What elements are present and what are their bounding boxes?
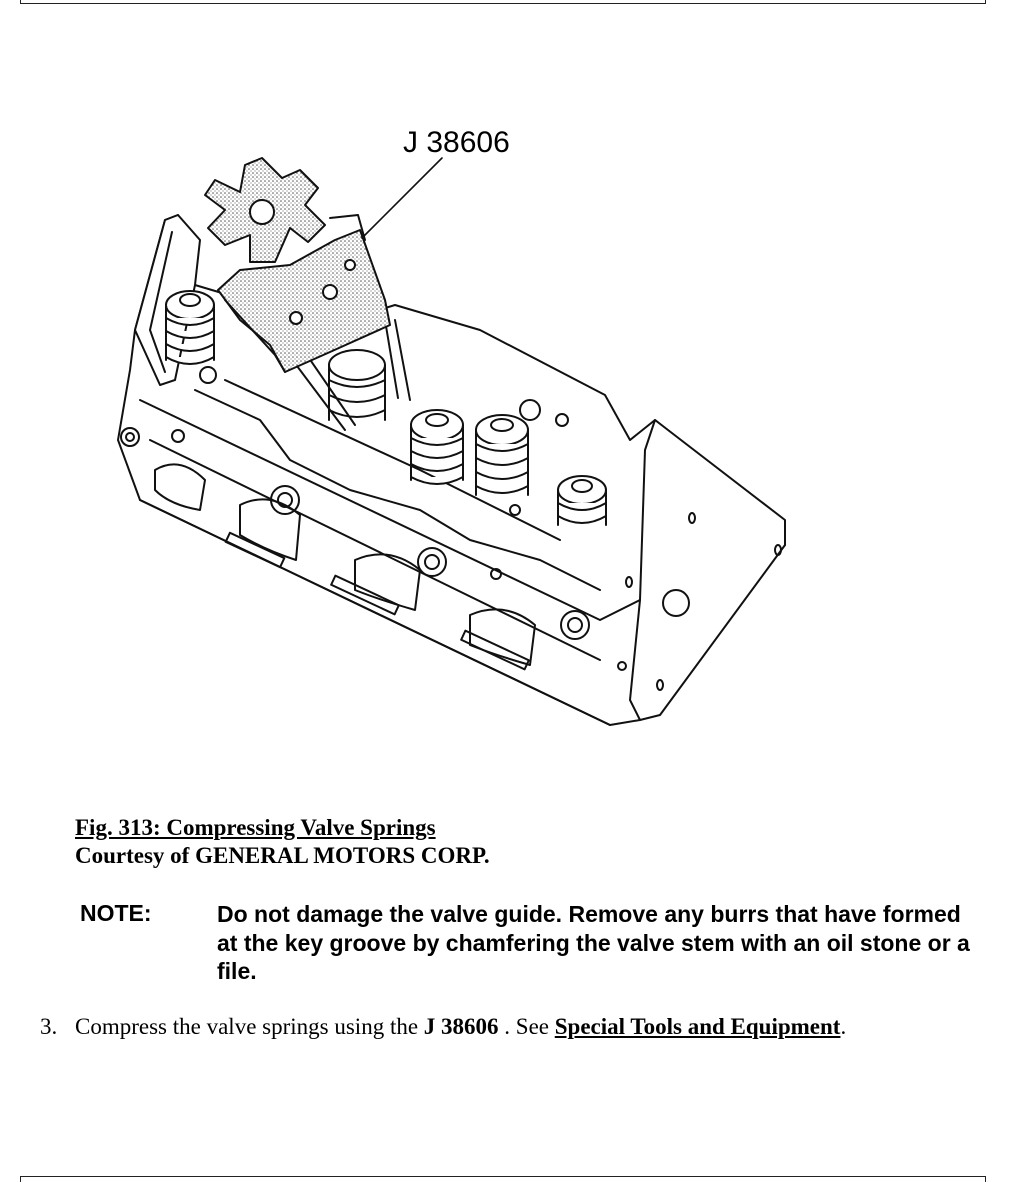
procedure-step xyxy=(40,1014,846,1040)
figure-title: Fig. 313: Compressing Valve Springs xyxy=(75,815,436,840)
step-number: 3. xyxy=(40,1014,58,1039)
step-text-middle: . See xyxy=(498,1014,555,1039)
note-label: NOTE: xyxy=(80,900,152,926)
special-tools-link[interactable]: Special Tools and Equipment xyxy=(554,1014,841,1039)
figure-caption xyxy=(75,814,490,870)
step-text-end: . xyxy=(840,1014,847,1039)
note-text: Do not damage the valve guide. Remove any burrs that have formed at the key groove by chamfering the valve stem with an oil stone or a file. xyxy=(217,901,970,984)
figure-credit: Courtesy of GENERAL MOTORS CORP. xyxy=(75,843,490,868)
tool-callout-label: J 38606 xyxy=(403,126,510,159)
page-frame-bottom xyxy=(20,1176,986,1182)
step-text: Compress the valve springs using the xyxy=(75,1014,419,1039)
valve-spring xyxy=(558,476,606,525)
tool-reference: J 38606 xyxy=(423,1014,499,1039)
